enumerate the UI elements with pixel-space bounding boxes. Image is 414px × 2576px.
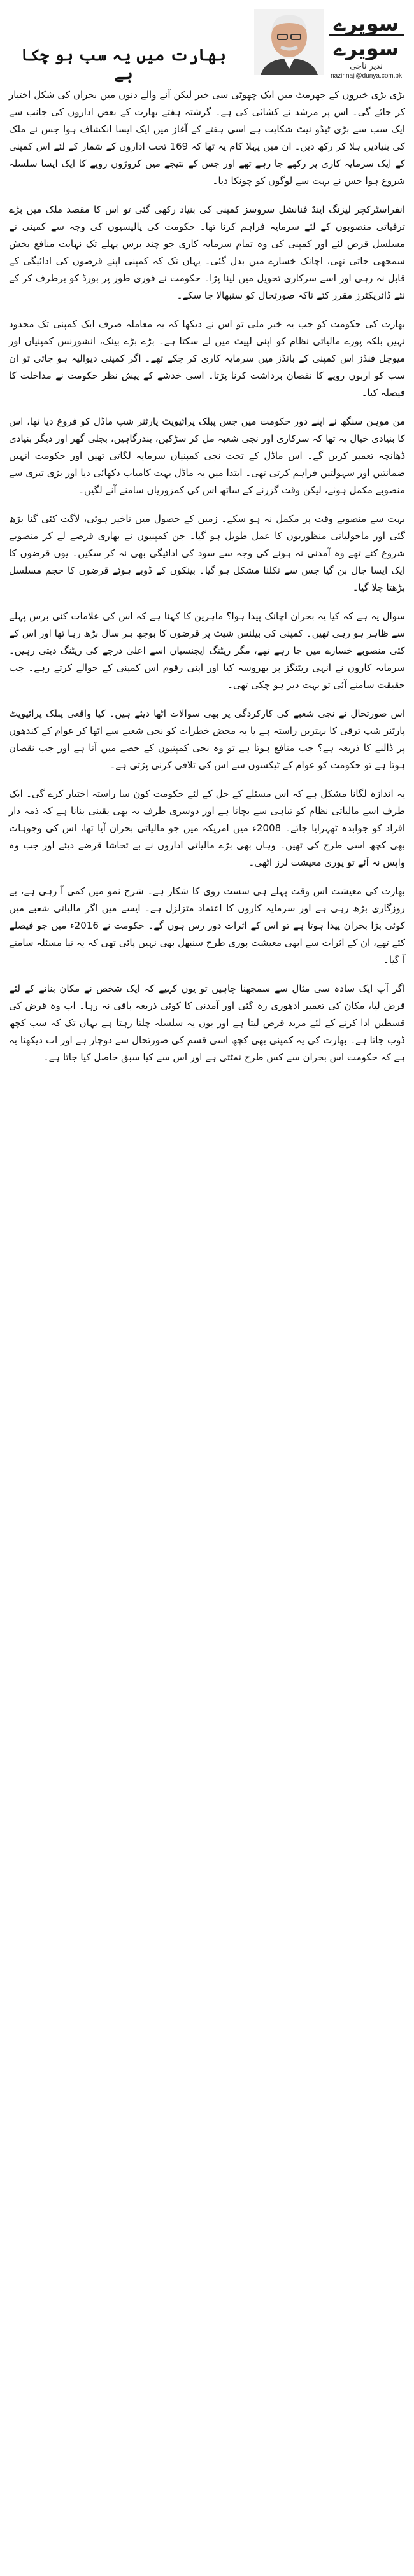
article-paragraph: بھارت کی معیشت اس وقت پہلے ہی سست روی کا شکار ہے۔ شرح نمو میں کمی آ رہی ہے، بے روزگاری بڑھ رہی ہے اور سرمایہ کاروں کا اعتماد متزلزل ہے۔ ایسے میں اگر مالیاتی شعبے میں کوئی بڑا بحران پیدا ہوتا ہے تو اس کے اثرات دور رس ہوں گے۔ حکومت نے 2016ء میں جو فیصلے کئے تھے، ان کے اثرات سے ابھی معیشت پوری طرح سنبھل بھی نہیں پائی تھی کہ یہ نیا مسئلہ سامنے آ گیا۔ [9,885,405,966]
article-paragraph: بھارت کی حکومت کو جب یہ خبر ملی تو اس نے دیکھا کہ یہ معاملہ صرف ایک کمپنی تک محدود نہیں بلکہ پورے مالیاتی نظام کو اپنی لپیٹ میں لے سکتا ہے۔ بڑے بڑے بینک، انشورنس کمپنیاں اور میوچل فنڈز اس کمپنی کے بانڈز میں سرمایہ کاری کر چکے تھے۔ اگر کمپنی دیوالیہ ہو جاتی تو ان سب کو اربوں روپے کا نقصان برداشت کرنا پڑتا۔ اسی خدشے کے پیش نظر حکومت نے مداخلت کا فیصلہ کیا۔ [9,318,405,398]
column-logo [329,13,404,80]
headline-bar [10,46,237,83]
article-paragraph: اس صورتحال نے نجی شعبے کی کارکردگی پر بھی سوالات اٹھا دیئے ہیں۔ کیا واقعی پبلک پرائیویٹ پارٹنر شپ ترقی کا بہترین راستہ ہے یا یہ محض خطرات کو نجی شعبے سے اٹھا کر عوام کے کندھوں پر ڈالنے کا ذریعہ ہے؟ جب منافع ہوتا ہے تو وہ نجی کمپنیوں کے حصے میں آتا ہے اور جب نقصان ہوتا ہے تو حکومت کو عوام کے ٹیکسوں سے اس کی تلافی کرنی پڑتی ہے۔ [9,708,405,771]
logo-word-bottom: سویرے [329,34,404,59]
article-body [5,83,409,1066]
article-paragraph: بڑی بڑی خبروں کے جھرمٹ میں ایک چھوٹی سی خبر لیکن آنے والے دنوں میں بحران کی شکل اختیار کر جائے گی۔ اس پر مرشد نے کشائی کی ہے۔ گرشتہ ہفتے بھارت کے بعض اداروں کی جانب سے ایک سب سے بڑی ٹیڈو نیٹ شکایت ہے اسی ہفتے کے آغاز میں ایک ایسا انکشاف ہوا جس نے ملک کی بنیادیں ہلا کر رکھ دیں۔ ان میں پہلا کام یہ تھا کہ 169 تحت اداروں کے شمار کے لئے اس کمپنی کے ایک سرمایہ کاری پر رکھے جا رہے تھے اور جس کے نتیجے میں کروڑوں روپے کا ایک ایسا سلسلہ شروع ہوا جس نے بہت سے لوگوں کو چونکا دیا۔ [9,89,405,187]
article-paragraph: اگر آپ ایک سادہ سی مثال سے سمجھنا چاہیں تو یوں کہیے کہ ایک شخص نے مکان بنانے کے لئے قرض لیا، مکان کی تعمیر ادھوری رہ گئی اور آمدنی کا کوئی ذریعہ باقی نہ رہا۔ اب وہ قرض کی قسطیں ادا کرنے کے لئے مزید قرض لیتا ہے اور یوں یہ سلسلہ چلتا رہتا ہے یہاں تک کہ سب کچھ ڈوب جاتا ہے۔ بھارت کی یہ کمپنی بھی کچھ اسی قسم کی صورتحال سے دوچار ہے اور اب دیکھنا یہ ہے کہ حکومت اس بحران سے کس طرح نمٹتی ہے اور اس سے کیا سبق حاصل کیا جاتا ہے۔ [9,983,405,1063]
column-masthead [5,6,409,83]
article-paragraph: انفراسٹرکچر لیزنگ اینڈ فنانشل سروسز کمپنی کی بنیاد رکھی گئی تو اس کا مقصد ملک میں بڑے ترقیاتی منصوبوں کے لئے سرمایہ فراہم کرنا تھا۔ حکومت کی پالیسیوں کی وجہ سے کمپنی نے مسلسل قرض لئے اور کمپنی کی وہ تمام سرمایہ کاری جو چند برس پہلے تک نہایت منافع بخش سمجھی جاتی تھی، اچانک خسارے میں بدل گئی۔ یہاں تک کہ کمپنی اپنے قرضوں کی ادائیگی کے قابل نہ رہی اور اسے سرکاری تحویل میں لینا پڑا۔ حکومت نے فوری طور پر بورڈ کو برطرف کر کے نئے ڈائریکٹرز مقرر کئے تاکہ صورتحال کو سنبھالا جا سکے۔ [9,204,405,301]
author-email: nazir.naji@dunya.com.pk [331,73,402,80]
article-paragraph: سوال یہ ہے کہ کیا یہ بحران اچانک پیدا ہوا؟ ماہرین کا کہنا ہے کہ اس کی علامات کئی برس پہلے سے ظاہر ہو رہی تھیں۔ کمپنی کی بیلنس شیٹ پر قرضوں کا بوجھ ہر سال بڑھ رہا تھا اور اس کے کئی منصوبے خسارے میں جا رہے تھے، مگر ریٹنگ ایجنسیاں اسے اعلیٰ درجے کی ریٹنگ دیتی رہیں۔ سرمایہ کاروں نے انہی ریٹنگز پر بھروسہ کیا اور اپنی رقوم اس کمپنی کے حوالے کرتے رہے۔ جب حقیقت سامنے آئی تو بہت دیر ہو چکی تھی۔ [9,610,405,691]
author-name: نذیر ناجی [350,62,383,71]
article-paragraph: بہت سے منصوبے وقت پر مکمل نہ ہو سکے۔ زمین کے حصول میں تاخیر ہوئی، لاگت کئی گنا بڑھ گئی اور ماحولیاتی منظوریوں کا عمل طویل ہو گیا۔ جن کمپنیوں نے بھاری قرضے لے کر منصوبے شروع کئے تھے وہ آمدنی نہ ہونے کی وجہ سے سود کی ادائیگی بھی نہ کر سکیں۔ یوں قرضوں کا ایک ایسا جال بن گیا جس سے نکلنا مشکل ہو گیا۔ بینکوں کے ڈوبے ہوئے قرضوں کا حجم مسلسل بڑھتا چلا گیا۔ [9,513,405,593]
author-portrait-icon [254,9,324,75]
article-paragraph: یہ اندازہ لگانا مشکل ہے کہ اس مسئلے کے حل کے لئے حکومت کون سا راستہ اختیار کرے گی۔ ایک طرف اسے مالیاتی نظام کو تباہی سے بچانا ہے اور دوسری طرف یہ بھی یقینی بنانا ہے کہ ذمہ دار افراد کو جوابدہ ٹھہرایا جائے۔ 2008ء میں امریکہ میں جو مالیاتی بحران آیا تھا، اس کی وجوہات بھی کچھ اسی طرح کی تھیں۔ وہاں بھی بڑے مالیاتی اداروں نے بے تحاشا قرضے دیئے اور جب وہ واپس نہ آئے تو پوری معیشت لرز اٹھی۔ [9,788,405,868]
logo-word-top: سویرے [333,11,399,36]
article-paragraph: من موہن سنگھ نے اپنے دور حکومت میں جس پبلک پرائیویٹ پارٹنر شپ ماڈل کو فروغ دیا تھا، اس کا بنیادی خیال یہ تھا کہ سرکاری اور نجی شعبہ مل کر سڑکیں، بندرگاہیں، بجلی گھر اور دیگر بنیادی ڈھانچہ تعمیر کریں گے۔ اس ماڈل کے تحت نجی کمپنیاں سرمایہ لگاتی تھیں اور حکومت انہیں ضمانتیں اور سہولتیں فراہم کرتی تھی۔ ابتدا میں یہ ماڈل بہت کامیاب دکھائی دیا اور بڑی تیزی سے منصوبے مکمل ہوئے، لیکن وقت گزرنے کے ساتھ اس کی کمزوریاں سامنے آنے لگیں۔ [9,416,405,496]
article-headline: بھارت میں یہ سب ہو چکا ہے [21,46,226,83]
column-logo-block [254,9,404,80]
